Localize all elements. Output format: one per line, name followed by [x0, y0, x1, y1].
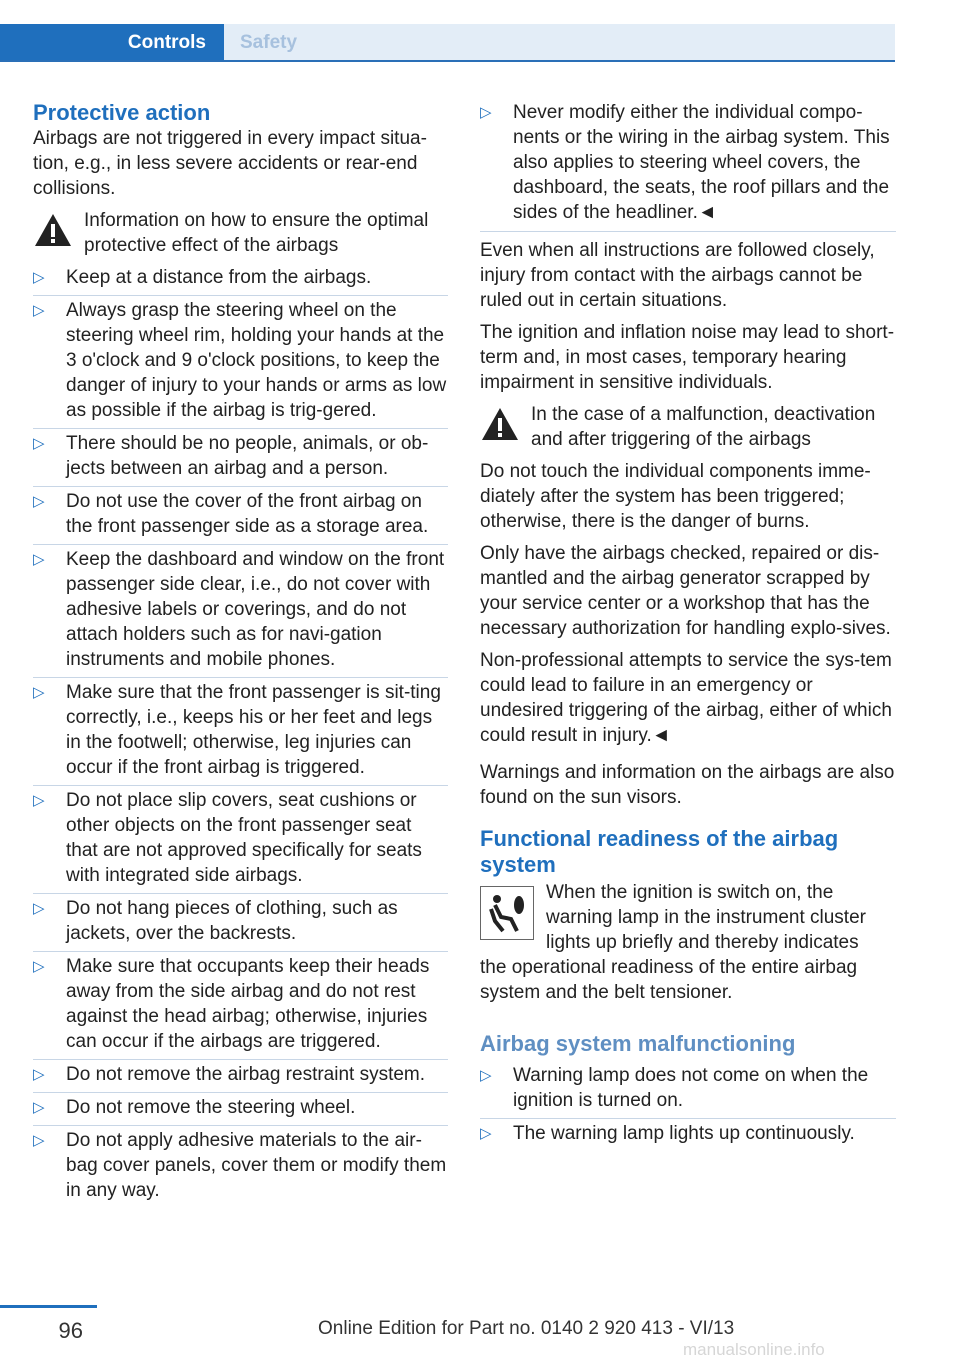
triangle-bullet-icon: ▷	[33, 792, 45, 809]
triangle-bullet-icon: ▷	[480, 1125, 492, 1142]
right-column	[480, 100, 896, 1153]
list-item-text: Always grasp the steering wheel on the steering wheel rim, holding your hands at the 3 o'clock and 9 o'clock positions, to keep the danger of injury to your hands or arms as low as possible if the airbag is trig-gered.	[66, 300, 447, 421]
list-item-text: The warning lamp lights up continuously.	[513, 1123, 855, 1144]
airbag-warning-lamp-icon	[480, 886, 534, 940]
triangle-bullet-icon: ▷	[33, 958, 45, 975]
list-item-text: Do not apply adhesive materials to the air-bag cover panels, cover them or modify them in any way.	[66, 1130, 447, 1201]
warning-block	[33, 208, 448, 258]
list-item-text: Warning lamp does not come on when the ignition is turned on.	[513, 1065, 869, 1111]
paragraph: Do not touch the individual components imme-diately after the system has been triggered; otherwise, there is the danger of burns.	[480, 461, 871, 532]
triangle-bullet-icon: ▷	[33, 302, 45, 319]
readiness-text-cont: the operational readiness of the entire airbag system and the belt tensioner.	[480, 957, 858, 1003]
readiness-text: When the ignition is switch on, the warning lamp in the instrument cluster lights up briefly and thereby indicates	[546, 882, 866, 953]
tab-safety[interactable]: Safety	[240, 32, 298, 53]
tab-controls[interactable]: Controls	[0, 24, 224, 62]
bullet-list-continued	[480, 100, 896, 232]
triangle-bullet-icon: ▷	[33, 1099, 45, 1116]
list-item	[33, 788, 448, 894]
airbag-lamp-row	[480, 880, 896, 955]
list-item-text: Do not use the cover of the front airbag on the front passenger side as a storage area.	[66, 491, 429, 537]
triangle-bullet-icon: ▷	[33, 435, 45, 452]
list-item	[33, 1128, 448, 1208]
triangle-bullet-icon: ▷	[33, 900, 45, 917]
list-item	[33, 954, 448, 1060]
warning-block	[480, 402, 896, 452]
triangle-bullet-icon: ▷	[33, 1066, 45, 1083]
triangle-bullet-icon: ▷	[33, 269, 45, 286]
edition-text: Online Edition for Part no. 0140 2 920 413 - VI/13	[318, 1318, 735, 1339]
list-item	[33, 547, 448, 678]
list-item-text: Do not remove the airbag restraint system.	[66, 1064, 426, 1085]
warning-triangle-icon	[480, 402, 520, 452]
list-item	[33, 298, 448, 429]
list-item-text: Do not place slip covers, seat cushions or other objects on the front passenger seat that are not approved specifically for seats with integrated side airbags.	[66, 790, 422, 886]
subsection-heading: Airbag system malfunctioning	[480, 1031, 796, 1056]
list-item	[33, 1095, 448, 1126]
triangle-bullet-icon: ▷	[33, 493, 45, 510]
intro-paragraph: Airbags are not triggered in every impact situa-tion, e.g., in less severe accidents or rear-end collisions.	[33, 128, 427, 199]
list-item	[33, 265, 448, 296]
warning-triangle-icon	[33, 208, 73, 258]
warning-text: In the case of a malfunction, deactivation and after triggering of the airbags	[531, 404, 876, 450]
list-item	[480, 1063, 896, 1119]
triangle-bullet-icon: ▷	[480, 1067, 492, 1084]
list-item	[33, 431, 448, 487]
triangle-bullet-icon: ▷	[33, 551, 45, 568]
triangle-bullet-icon: ▷	[33, 684, 45, 701]
left-column	[33, 100, 448, 1210]
list-item	[33, 489, 448, 545]
list-item-text: Keep the dashboard and window on the front passenger side clear, i.e., do not cover with adhesive labels or coverings, and do not attach holders such as for navi-gation instruments and mobile phones.	[66, 549, 445, 670]
paragraph: Only have the airbags checked, repaired or dis-mantled and the airbag generator scrapped by your service center or a workshop that has the necessary authorization for handling explo-sives.	[480, 543, 891, 639]
list-item	[480, 1121, 896, 1151]
paragraph: Even when all instructions are followed closely, injury from contact with the airbags cannot be ruled out in certain situations.	[480, 240, 875, 311]
list-item	[480, 100, 896, 232]
list-item-text: Do not remove the steering wheel.	[66, 1097, 356, 1118]
paragraph: The ignition and inflation noise may lead to short-term and, in most cases, temporary hearing impairment in sensitive individuals.	[480, 322, 895, 393]
list-item	[33, 896, 448, 952]
list-item	[33, 1062, 448, 1093]
section-heading: Protective action	[33, 100, 211, 125]
page-number: 96	[58, 1318, 83, 1343]
watermark: manualsonline.info	[683, 1340, 825, 1359]
bullet-list	[480, 1063, 896, 1151]
warning-text: Information on how to ensure the optimal protective effect of the airbags	[84, 210, 429, 256]
list-item-text: Keep at a distance from the airbags.	[66, 267, 372, 288]
paragraph: Warnings and information on the airbags are also found on the sun visors.	[480, 762, 895, 808]
list-item-text: Do not hang pieces of clothing, such as jackets, over the backrests.	[66, 898, 398, 944]
list-item-text: Never modify either the individual compo-nents or the wiring in the airbag system. This also applies to steering wheel covers, the dashboard, the seats, the roof pillars and the sides of the headliner.◄	[513, 102, 890, 223]
list-item-text: There should be no people, animals, or ob-jects between an airbag and a person.	[66, 433, 429, 479]
triangle-bullet-icon: ▷	[480, 104, 492, 121]
section-heading: Functional readiness of the airbag system	[480, 826, 839, 877]
list-item-text: Make sure that occupants keep their heads away from the side airbag and do not rest against the head airbag; otherwise, injuries can occur if the airbags are triggered.	[66, 956, 430, 1052]
bullet-list	[33, 265, 448, 1208]
page-number-rule	[0, 1305, 97, 1308]
triangle-bullet-icon: ▷	[33, 1132, 45, 1149]
list-item-text: Make sure that the front passenger is sit-ting correctly, i.e., keeps his or her feet and legs in the footwell; otherwise, leg injuries can occur if the front airbag is triggered.	[66, 682, 441, 778]
paragraph: Non-professional attempts to service the sys-tem could lead to failure in an emergency or undesired triggering of the airbag, either of which could result in injury.◄	[480, 650, 892, 746]
header-divider	[0, 60, 895, 62]
list-item	[33, 680, 448, 786]
